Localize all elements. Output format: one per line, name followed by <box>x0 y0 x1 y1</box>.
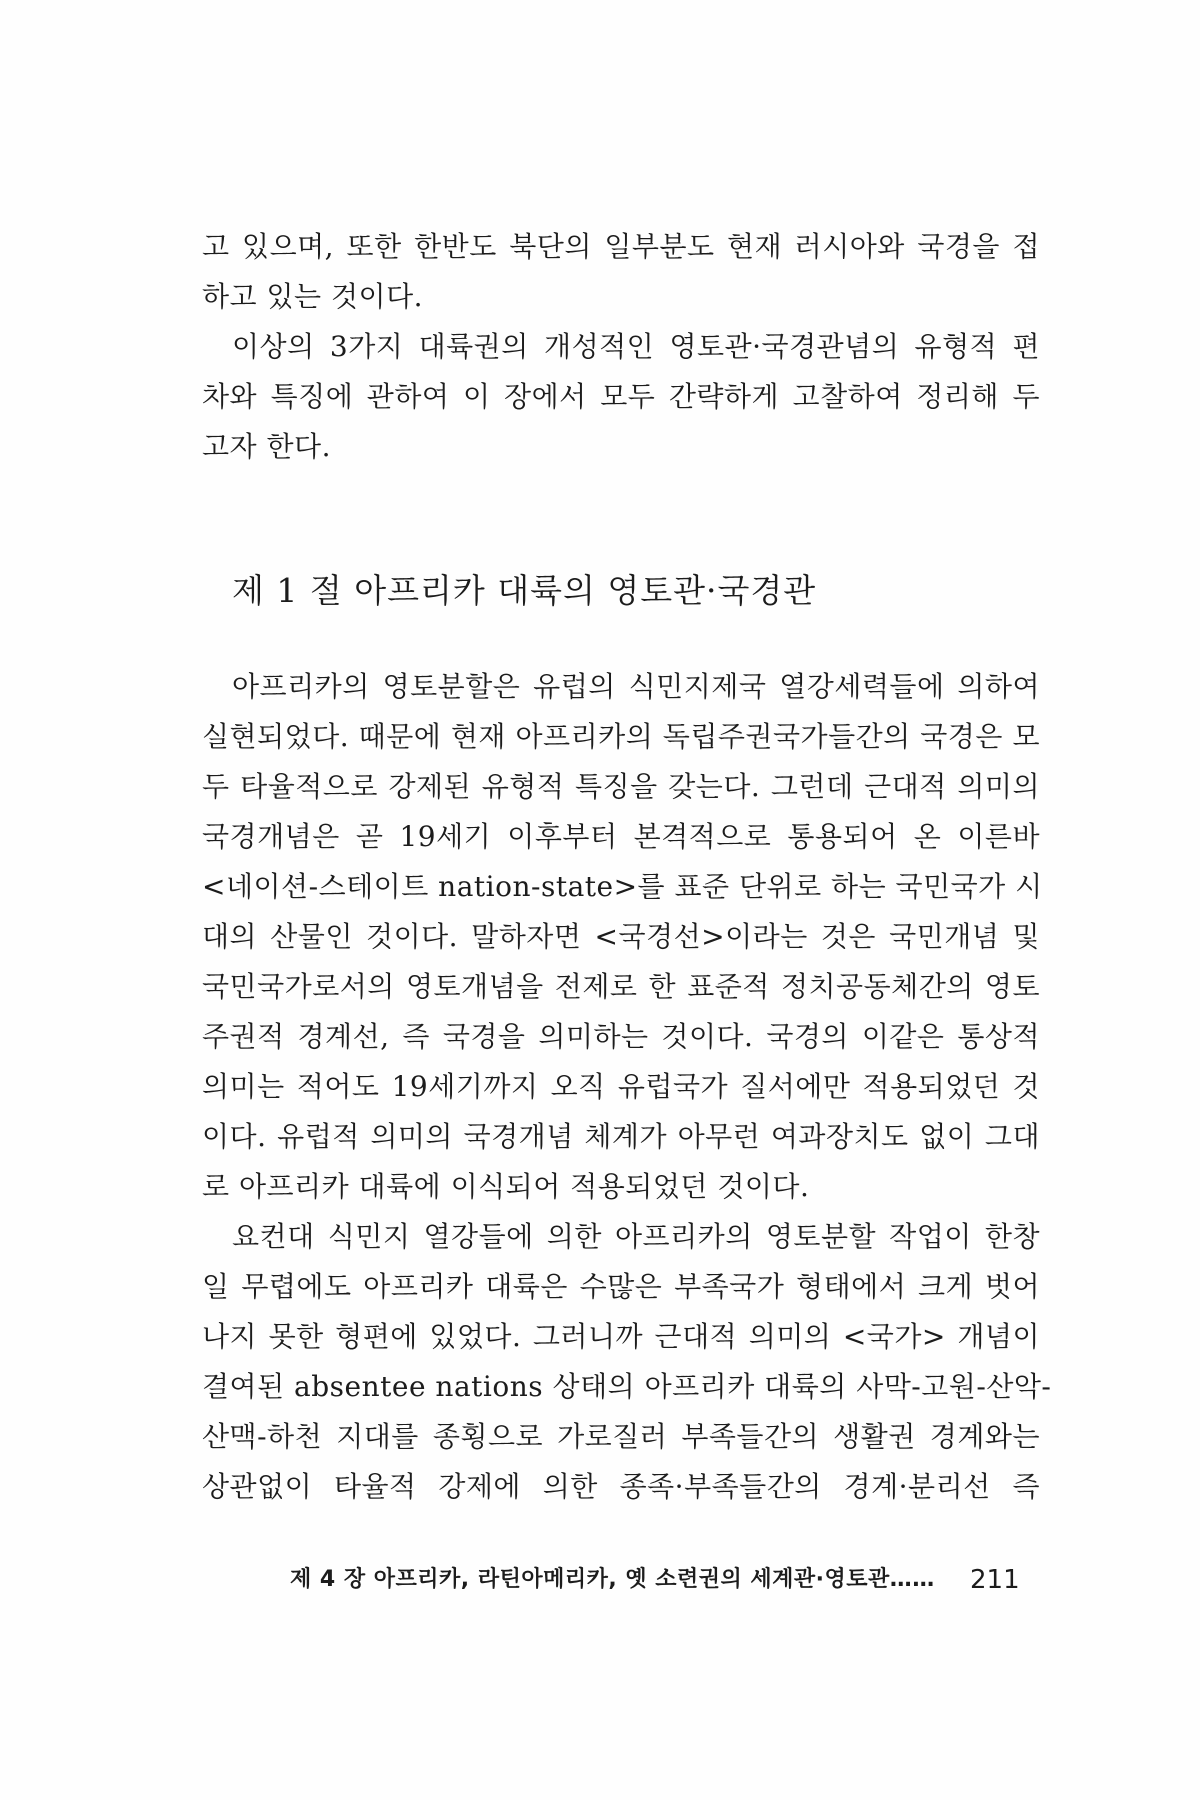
body-line: 의미는 적어도 19세기까지 오직 유럽국가 질서에만 적용되었던 것 <box>202 1070 1040 1103</box>
running-footer: 제 4 장 아프리카, 라틴아메리카, 옛 소련권의 세계관·영토관…… <box>290 1567 935 1592</box>
body-line: 국경개념은 곧 19세기 이후부터 본격적으로 통용되어 온 이른바 <box>202 820 1040 853</box>
intro-line: 차와 특징에 관하여 이 장에서 모두 간략하게 고찰하여 정리해 두 <box>202 380 1040 413</box>
body-line: 요컨대 식민지 열강들에 의한 아프리카의 영토분할 작업이 한창 <box>232 1220 1040 1253</box>
body-line: 산맥-하천 지대를 종횡으로 가로질러 부족들간의 생활권 경계와는 <box>202 1420 1040 1453</box>
body-line: 로 아프리카 대륙에 이식되어 적용되었던 것이다. <box>202 1170 810 1203</box>
body-line: 이다. 유럽적 의미의 국경개념 체계가 아무런 여과장치도 없이 그대 <box>202 1120 1040 1153</box>
body-line: 대의 산물인 것이다. 말하자면 <국경선>이라는 것은 국민개념 및 <box>202 920 1040 953</box>
page-number: 211 <box>970 1565 1020 1595</box>
body-line: <네이션-스테이트 nation-state>를 표준 단위로 하는 국민국가 시 <box>202 870 1043 903</box>
intro-line: 이상의 3가지 대륙권의 개성적인 영토관·국경관념의 유형적 편 <box>232 330 1040 363</box>
body-line: 두 타율적으로 강제된 유형적 특징을 갖는다. 그런데 근대적 의미의 <box>202 770 1040 803</box>
body-line: 나지 못한 형편에 있었다. 그러니까 근대적 의미의 <국가> 개념이 <box>202 1320 1040 1353</box>
body-line: 상관없이 타율적 강제에 의한 종족·부족들간의 경계·분리선 즉 <box>202 1470 1040 1503</box>
section-heading: 제 1 절 아프리카 대륙의 영토관·국경관 <box>232 571 817 610</box>
body-line: 주권적 경계선, 즉 국경을 의미하는 것이다. 국경의 이같은 통상적 <box>202 1020 1040 1053</box>
intro-line: 고자 한다. <box>202 430 331 463</box>
intro-line: 고 있으며, 또한 한반도 북단의 일부분도 현재 러시아와 국경을 접 <box>202 230 1040 263</box>
body-line: 아프리카의 영토분할은 유럽의 식민지제국 열강세력들에 의하여 <box>232 670 1040 703</box>
intro-line: 하고 있는 것이다. <box>202 280 424 313</box>
body-line: 실현되었다. 때문에 현재 아프리카의 독립주권국가들간의 국경은 모 <box>202 720 1040 753</box>
body-line: 일 무렵에도 아프리카 대륙은 수많은 부족국가 형태에서 크게 벗어 <box>202 1270 1040 1303</box>
body-line: 결여된 absentee nations 상태의 아프리카 대륙의 사막-고원-산악- <box>202 1370 1052 1403</box>
body-line: 국민국가로서의 영토개념을 전제로 한 표준적 정치공동체간의 영토 <box>202 970 1040 1003</box>
